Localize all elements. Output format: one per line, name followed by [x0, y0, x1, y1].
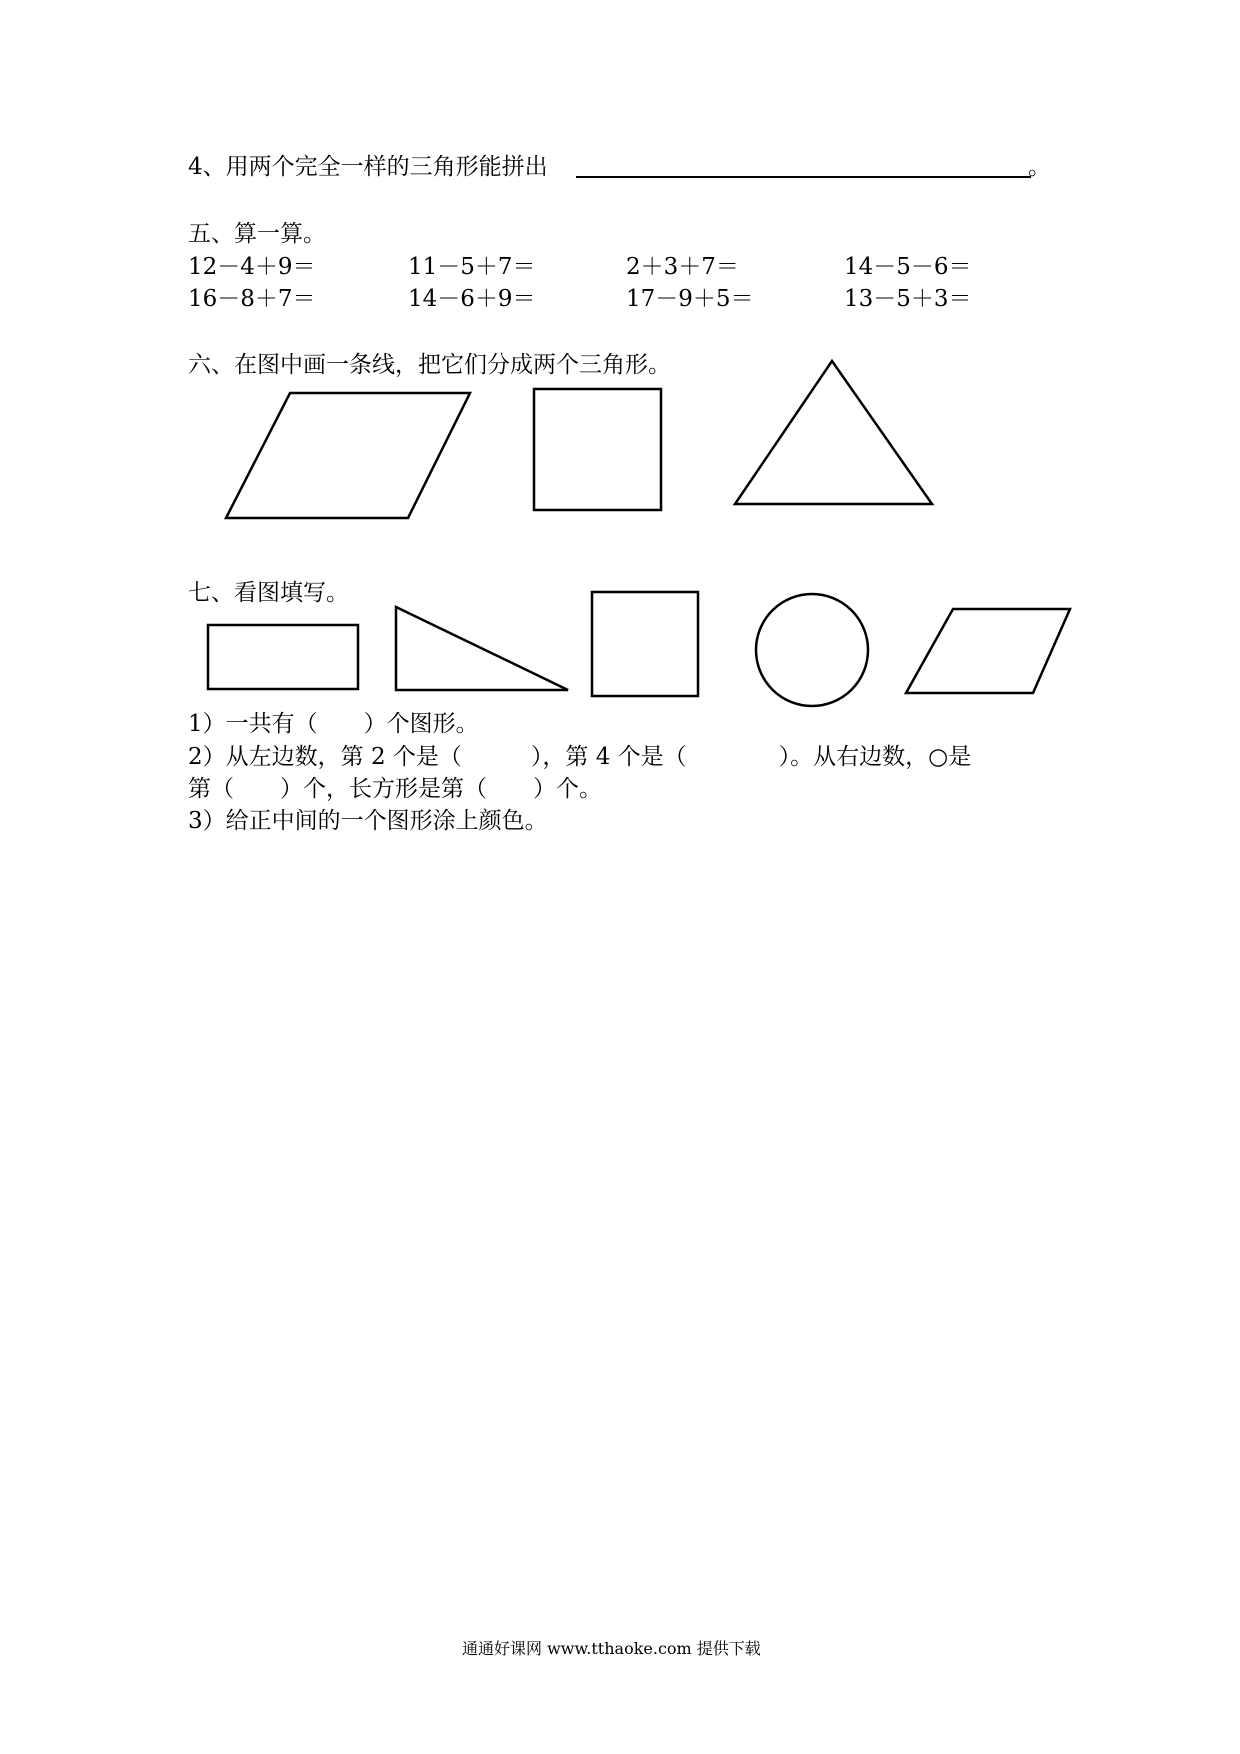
q4-text: 4、用两个完全一样的三角形能拼出 [188, 154, 548, 180]
parallelogram-shape [226, 393, 470, 518]
calc-r1c3: 2＋3＋7＝ [626, 254, 739, 280]
calc-r2c3: 17－9＋5＝ [626, 286, 754, 312]
rectangle-shape [208, 625, 358, 689]
section7-q1: 1）一共有（ ）个图形。 [188, 711, 479, 737]
calc-r1c2: 11－5＋7＝ [408, 254, 536, 280]
calc-r1c4: 14－5－6＝ [844, 254, 972, 280]
calc-r2c4: 13－5＋3＝ [844, 286, 972, 312]
parallelogram-shape-2 [906, 609, 1070, 693]
page-footer: 通通好课网 www.tthaoke.com 提供下载 [462, 1639, 761, 1658]
calc-r2c2: 14－6＋9＝ [408, 286, 536, 312]
section6-shapes [0, 0, 1240, 760]
triangle-shape [735, 361, 932, 504]
section7-q2-line2: 第（ ）个，长方形是第（ ）个。 [188, 776, 602, 802]
square-shape [534, 389, 661, 510]
section7-q2-line1: 2）从左边数，第 2 个是（ ），第 4 个是（ ）。从右边数，○是 [188, 744, 972, 770]
q4-period: 。 [1028, 154, 1051, 180]
section7-q3: 3）给正中间的一个图形涂上颜色。 [188, 808, 548, 834]
right-triangle-shape [396, 607, 568, 690]
section6-title: 六、在图中画一条线，把它们分成两个三角形。 [188, 352, 671, 378]
circle-shape [756, 594, 868, 706]
section7-title: 七、看图填写。 [188, 580, 349, 606]
calc-r1c1: 12－4＋9＝ [188, 254, 316, 280]
square-shape-2 [592, 592, 698, 696]
calc-r2c1: 16－8＋7＝ [188, 286, 316, 312]
section5-title: 五、算一算。 [188, 221, 326, 247]
